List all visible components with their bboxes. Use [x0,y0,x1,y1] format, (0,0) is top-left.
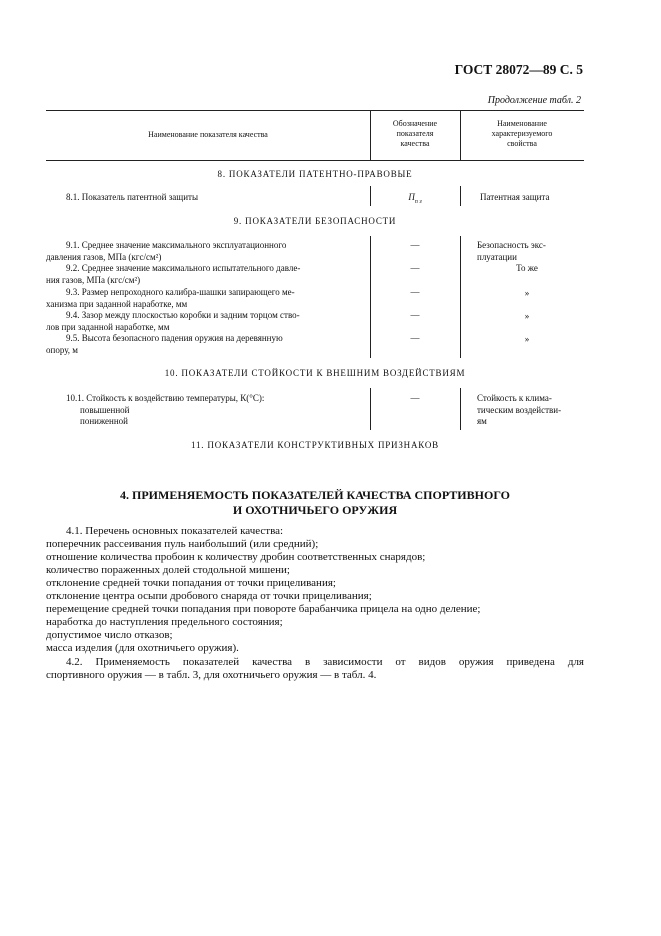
row-9-4-line2: лов при заданной наработке, мм [46,321,170,332]
list-item: отношение количества пробоин к количеству дробин соответственных снарядов; [46,551,426,563]
list-item: наработка до наступления предельного состояния; [46,616,283,628]
row-8-1-symbol: $П_{п з}$ [408,192,422,205]
list-item: поперечник рассеивания пуль наибольший (или средний); [46,538,319,550]
row-10-1-property-line1: Стойкость к клима- [477,393,552,403]
row-10-1-line3: пониженной [80,416,128,426]
row-9-3-symbol: — [410,287,420,297]
row-10-1-line1: 10.1. Стойкость к воздействию температуры, К(°С): [66,393,265,403]
row-9-5-line1: 9.5. Высота безопасного падения оружия на деревянную [66,333,283,343]
row-9-4-property-ditto: » [524,311,530,321]
section-9-heading: 9. ПОКАЗАТЕЛИ БЕЗОПАСНОСТИ [233,216,397,226]
row-8-1-name: 8.1. Показатель патентной защиты [66,192,198,202]
row-9-2-symbol: — [410,263,420,273]
list-item: масса изделия (для охотничьего оружия). [46,642,239,654]
table-top-border [46,110,584,111]
row-9-5-symbol: — [410,333,420,343]
row-9-3-line2: ханизма при заданной наработке, мм [46,298,188,309]
list-item: допустимое число отказов; [46,629,173,641]
section-9-col-divider-2 [460,236,461,358]
row-8-col-divider-2 [460,186,461,206]
row-9-5-property-ditto: » [524,334,530,344]
row-9-2-line2: ния газов, МПа (кгс/см²) [46,274,141,285]
row-9-1-line2: давления газов, МПа (кгс/см²) [46,251,162,262]
section-10-col-divider-2 [460,388,461,430]
row-9-2-line1: 9.2. Среднее значение максимального испытательного давле- [66,263,301,273]
paragraph-4-2-line1: 4.2. Применяемость показателей качества в зависимости от видов оружия приведена для [66,656,584,668]
row-9-4-line1: 9.4. Зазор между плоскостью коробки и задним торцом ство- [66,310,300,320]
row-9-3-line1: 9.3. Размер непроходного калибра-шашки запирающего ме- [66,287,295,297]
column-header-designation: Обозначение показателя качества [392,119,438,148]
section-8-heading: 8. ПОКАЗАТЕЛИ ПАТЕНТНО-ПРАВОВЫЕ [217,169,413,179]
table-continuation-label: Продолжение табл. 2 [487,95,581,106]
section-10-heading: 10. ПОКАЗАТЕЛИ СТОЙКОСТИ К ВНЕШНИМ ВОЗДЕЙСТВИЯМ [164,368,466,378]
paragraph-4-2-line2: спортивного оружия — в табл. 3, для охотничьего оружия — в табл. 4. [46,669,377,681]
list-item: перемещение средней точки попадания при повороте барабанчика прицела на одно деление; [46,603,481,615]
row-9-4-symbol: — [410,310,420,320]
document-code: ГОСТ 28072—89 С. 5 [454,62,583,77]
column-header-indicator-name: Наименование показателя качества [148,130,268,139]
section-11-heading: 11. ПОКАЗАТЕЛИ КОНСТРУКТИВНЫХ ПРИЗНАКОВ [191,440,439,450]
list-item: отклонение центра осыпи дробового снаряда от точки прицеливания; [46,590,372,602]
row-9-1-property-line1: Безопасность экс- [477,240,546,250]
list-item: количество пораженных долей стодольной мишени; [46,564,290,576]
row-9-1-line1: 9.1. Среднее значение максимального эксплуатационного [66,240,287,250]
row-9-1-property-line2: плуатации [477,251,517,262]
section-4-heading-line1: 4. ПРИМЕНЯЕМОСТЬ ПОКАЗАТЕЛЕЙ КАЧЕСТВА СПОРТИВНОГО [120,488,510,502]
row-10-1-line2: повышенной [80,404,130,415]
row-10-1-property-line2: тическим воздействи- [477,404,562,415]
section-4-heading-line2: И ОХОТНИЧЬЕГО ОРУЖИЯ [232,503,398,517]
row-9-5-line2: опору, м [46,344,78,355]
row-9-2-property: То же [516,263,538,273]
row-9-3-property-ditto: » [524,288,530,298]
list-item: отклонение средней точки попадания от точки прицеливания; [46,577,336,589]
row-10-1-property-line3: ям [477,416,487,426]
row-10-1-symbol: — [410,393,420,403]
paragraph-4-1: 4.1. Перечень основных показателей качества: [66,525,284,537]
row-8-1-property: Патентная защита [480,192,550,202]
table-header-border [46,160,584,161]
column-header-property: Наименование характеризуемого свойства [491,119,553,148]
row-9-1-symbol: — [410,240,420,250]
